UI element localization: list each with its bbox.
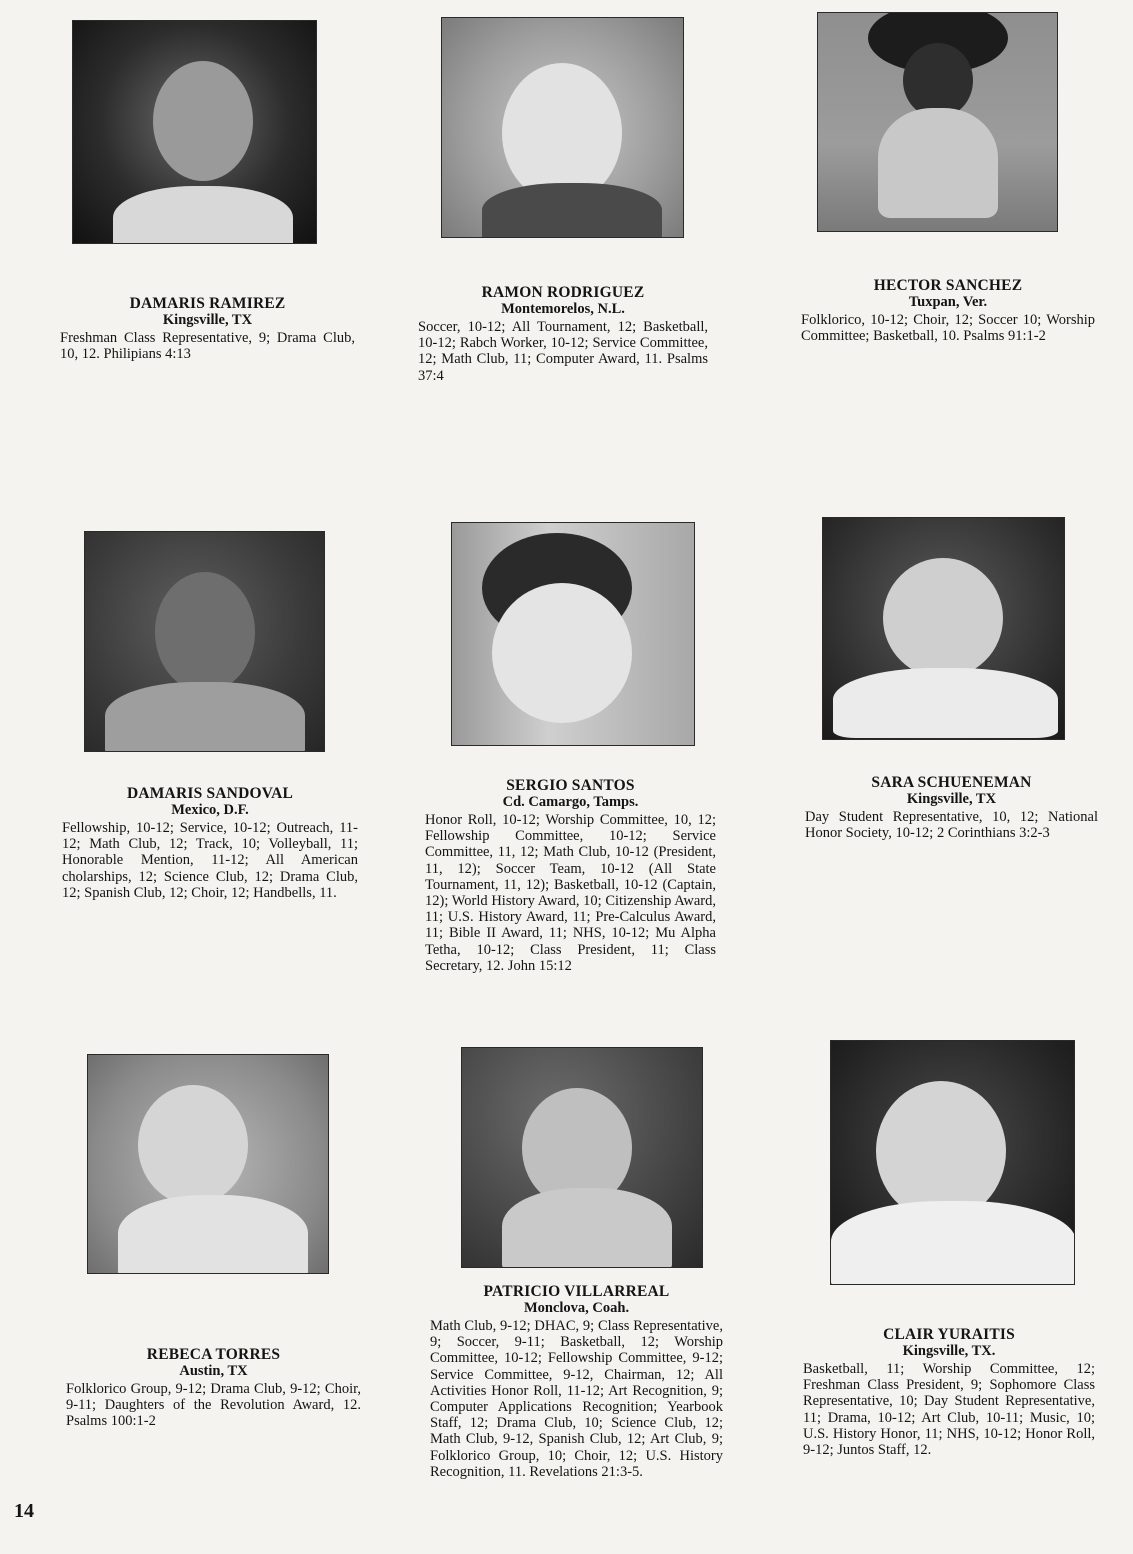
student-location: Kingsville, TX bbox=[162, 312, 253, 328]
photo-outfit bbox=[105, 682, 305, 752]
student-entry bbox=[62, 785, 358, 901]
baby-photo-sergio-santos bbox=[451, 522, 695, 746]
photo-face bbox=[876, 1081, 1006, 1221]
student-description: Folklorico Group, 9-12; Drama Club, 9-12; Choir, 9-11; Daughters of the Revolution Award, 12. Psalms 100:1-2 bbox=[66, 1381, 361, 1430]
student-entry bbox=[418, 284, 708, 384]
photo-face bbox=[502, 63, 622, 203]
student-location: Monclova, Coah. bbox=[523, 1300, 630, 1316]
student-location: Cd. Camargo, Tamps. bbox=[502, 794, 639, 810]
student-description: Math Club, 9-12; DHAC, 9; Class Representative, 9; Soccer, 9-11; Basketball, 12; Worship Committee, 10-12; Fellowship Committee, 9-12; Service Committee, 9-12, Chairman, 12; All Activities Honor Roll, 11-12; Art Recognition, 9; Computer Applications Recognition; Yearbook Staff, 12; Drama Club, 10; Science Club, 12; Math Club, 9-12, Spanish Club, 12; Art Club, 9; Folklorico Group, 10; Choir, 12; U.S. History Recognition, 11. Revelations 21:3-5. bbox=[430, 1318, 723, 1480]
photo-face bbox=[153, 61, 253, 181]
baby-photo-damaris-ramirez bbox=[72, 20, 317, 244]
student-location: Mexico, D.F. bbox=[171, 802, 249, 818]
student-description: Day Student Representative, 10, 12; National Honor Society, 10-12; 2 Corinthians 3:2-3 bbox=[805, 809, 1098, 842]
student-entry bbox=[801, 277, 1095, 344]
photo-face bbox=[138, 1085, 248, 1205]
baby-photo-clair-yuraitis bbox=[830, 1040, 1075, 1285]
student-entry bbox=[66, 1346, 361, 1430]
student-name: CLAIR YURAITIS bbox=[883, 1326, 1015, 1343]
student-location: Montemorelos, N.L. bbox=[501, 301, 625, 317]
page-number: 14 bbox=[14, 1500, 34, 1522]
photo-face bbox=[492, 583, 632, 723]
photo-jacket bbox=[482, 183, 662, 238]
student-description: Honor Roll, 10-12; Worship Committee, 10, 12; Fellowship Committee, 10-12; Service Committee, 11, 12; Math Club, 10-12 (President, 11, 12); Soccer Team, 10-12 (All State Tournament, 11, 12); Basketball, 10-12 (Captain, 12); World History Award, 10; Citizenship Award, 11; U.S. History Award, 11; Pre-Calculus Award, 11; Bible II Award, 11; NHS, 10-12; Mu Alpha Tetha, 10-12; Class President, 11; Class Secretary, 12. John 15:12 bbox=[425, 812, 716, 974]
student-entry bbox=[805, 774, 1098, 841]
student-location: Kingsville, TX. bbox=[902, 1343, 996, 1359]
photo-outfit bbox=[118, 1195, 308, 1274]
student-location: Austin, TX bbox=[179, 1363, 248, 1379]
student-name: DAMARIS SANDOVAL bbox=[126, 785, 294, 802]
student-description: Soccer, 10-12; All Tournament, 12; Basketball, 10-12; Rabch Worker, 10-12; Service Committee, 12; Math Club, 11; Computer Award, 11. Psalms 37:4 bbox=[418, 319, 708, 384]
student-description: Fellowship, 10-12; Service, 10-12; Outreach, 11-12; Math Club, 12; Track, 10; Volleyball, 11; Honorable Mention, 11-12; All American cholarships, 12; Science Club, 12; Drama Club, 12; Spanish Club, 12; Choir, 12; Handbells, 11. bbox=[62, 820, 358, 901]
student-entry bbox=[60, 295, 355, 362]
baby-photo-hector-sanchez bbox=[817, 12, 1058, 232]
student-name: RAMON RODRIGUEZ bbox=[481, 284, 645, 301]
photo-face bbox=[903, 43, 973, 118]
student-name: HECTOR SANCHEZ bbox=[873, 277, 1023, 294]
student-entry bbox=[430, 1283, 723, 1480]
student-description: Folklorico, 10-12; Choir, 12; Soccer 10; Worship Committee; Basketball, 10. Psalms 91:1-2 bbox=[801, 312, 1095, 345]
photo-blanket bbox=[833, 668, 1058, 738]
baby-photo-damaris-sandoval bbox=[84, 531, 325, 752]
student-name: REBECA TORRES bbox=[146, 1346, 281, 1363]
student-description: Freshman Class Representative, 9; Drama Club, 10, 12. Philipians 4:13 bbox=[60, 330, 355, 363]
student-location: Tuxpan, Ver. bbox=[908, 294, 988, 310]
student-name: SARA SCHUENEMAN bbox=[871, 774, 1032, 791]
student-location: Kingsville, TX bbox=[906, 791, 997, 807]
baby-photo-sara-schueneman bbox=[822, 517, 1065, 740]
student-name: SERGIO SANTOS bbox=[506, 777, 635, 794]
photo-face bbox=[883, 558, 1003, 678]
student-entry bbox=[425, 777, 716, 974]
baby-photo-rebeca-torres bbox=[87, 1054, 329, 1274]
student-description: Basketball, 11; Worship Committee, 12; Freshman Class President, 9; Sophomore Class Representative, 10; Day Student Representative, 11; Drama, 10-12; Art Club, 10-11; Music, 10; U.S. History Honor, 11; NHS, 10-12; Honor Roll, 9-12; Juntos Staff, 12. bbox=[803, 1361, 1095, 1459]
photo-shirt bbox=[878, 108, 998, 218]
baby-photo-ramon-rodriguez bbox=[441, 17, 684, 238]
student-name: PATRICIO VILLARREAL bbox=[483, 1283, 670, 1300]
photo-dress bbox=[831, 1201, 1075, 1285]
photo-body bbox=[502, 1188, 672, 1268]
baby-photo-patricio-villarreal bbox=[461, 1047, 703, 1268]
student-entry bbox=[803, 1326, 1095, 1458]
photo-collar bbox=[113, 186, 293, 244]
student-name: DAMARIS RAMIREZ bbox=[129, 295, 286, 312]
photo-face bbox=[155, 572, 255, 692]
